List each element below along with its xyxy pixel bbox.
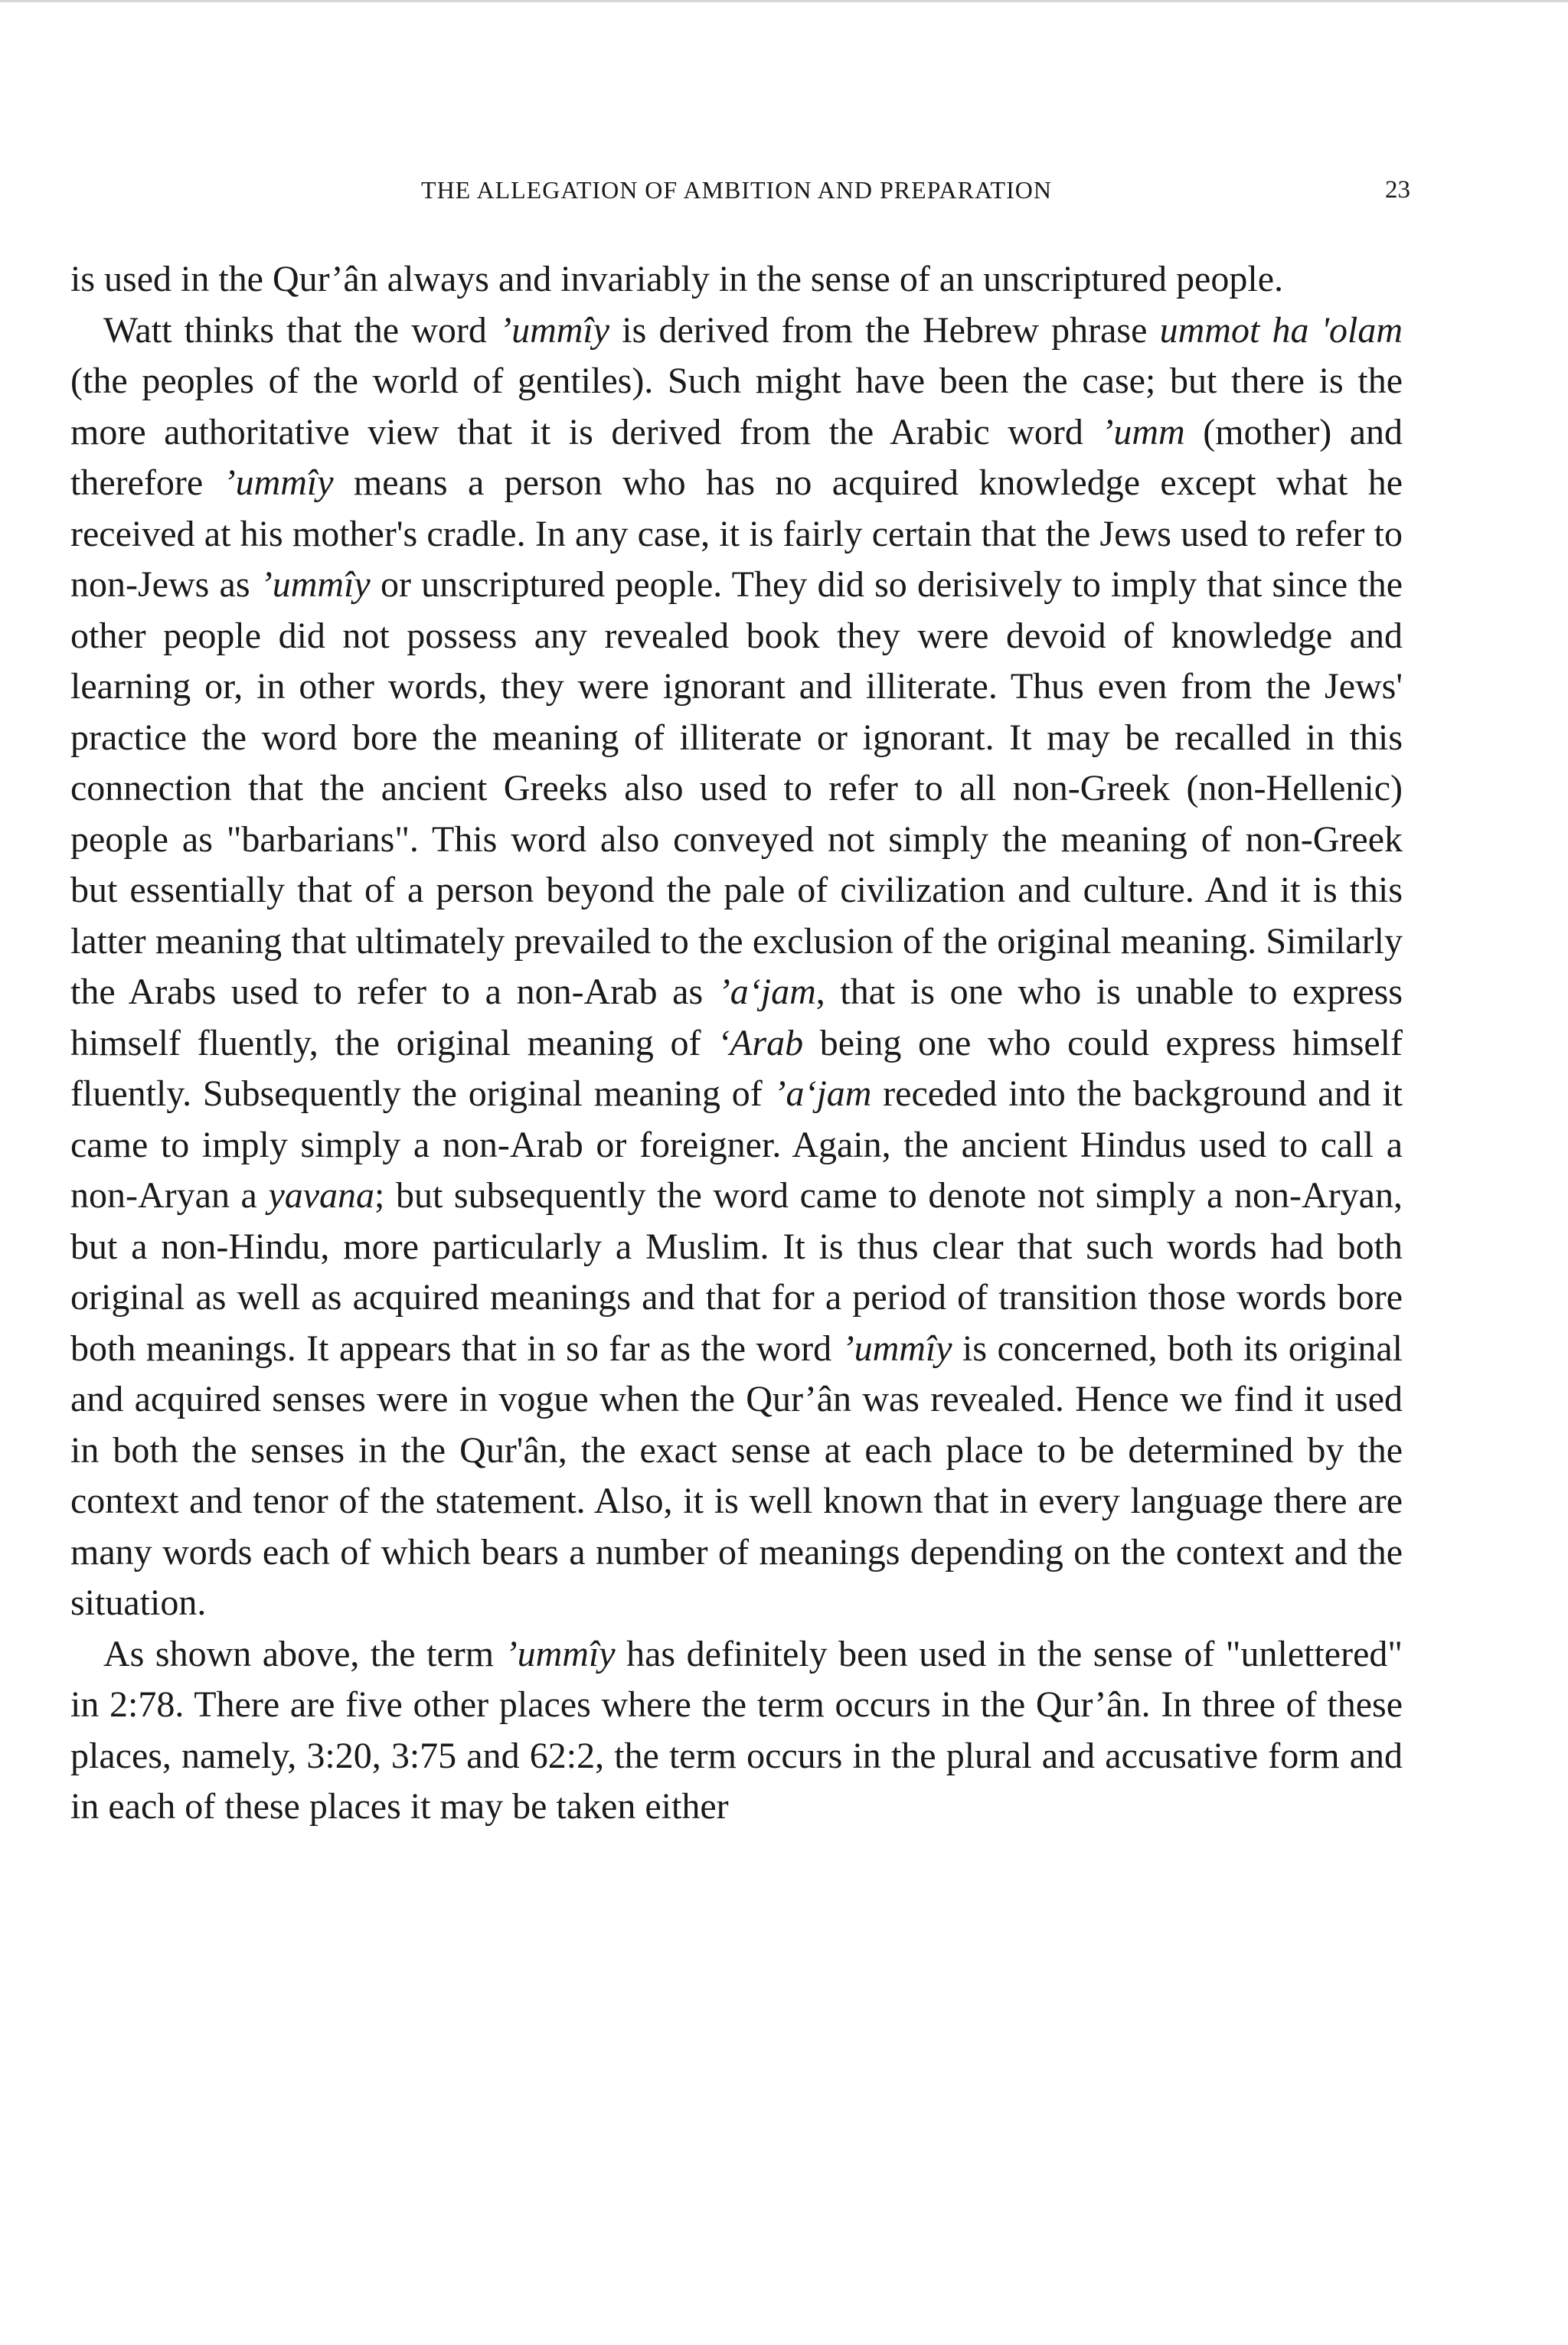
- text-run: As shown above, the term: [103, 1633, 505, 1674]
- text-run: being one who could express himself fluently. Subsequently the original meaning of: [70, 1022, 1403, 1114]
- italic-term: ’ummîy: [505, 1633, 616, 1674]
- text-run: is concerned, both its original and acquired senses were in vogue when the Qur’ân was revealed. Hence we find it used in both the senses in the Qur'ân, the exact sense at each place to be determined by the context and tenor of the statement. Also, it is well known that in every language there are many words each of which bears a number of meanings depending on the context and the situation.: [70, 1328, 1403, 1623]
- italic-term: ’ummîy: [223, 462, 334, 503]
- italic-term: ’ummîy: [841, 1328, 952, 1369]
- italic-term: yavana: [268, 1175, 375, 1216]
- text-run: or unscriptured people. They did so derisively to imply that since the other people did not possess any revealed book they were devoid of knowledge and learning or, in other words, they were ignorant and illiterate. Thus even from the Jews' practice the word bore the meaning of illiterate or ignorant. It may be recalled in this connection that the ancient Greeks also used to refer to all non-Greek (non-Hellenic) people as "barbarians". This word also conveyed not simply the meaning of non-Greek but essentially that of a person beyond the pale of civilization and culture. And it is this latter meaning that ultimately prevailed to the exclusion of the original meaning. Similarly the Arabs used to refer to a non-Arab as: [70, 564, 1403, 1012]
- italic-term: ’ummîy: [260, 564, 371, 605]
- italic-term: ’a‘jam: [717, 972, 816, 1012]
- italic-term: ’a‘jam: [773, 1073, 872, 1114]
- page-number: 23: [1385, 176, 1410, 204]
- paragraph: [70, 254, 1403, 305]
- text-run: means a person who has no acquired knowledge except what he received at his mother's cradle. In any case, it is fairly certain that the Jews used to refer to non-Jews as: [70, 462, 1403, 605]
- text-run: (mother) and therefore: [70, 411, 1403, 503]
- body-text: [70, 254, 1403, 1833]
- italic-term: ’ummîy: [499, 309, 610, 351]
- italic-term: ummot ha 'olam: [1159, 309, 1403, 351]
- book-page: [70, 176, 1410, 1833]
- paragraph: [70, 305, 1403, 1629]
- italic-term: ‘Arab: [717, 1022, 804, 1063]
- text-run: is used in the Qur’ân always and invariably in the sense of an unscriptured people.: [70, 259, 1283, 299]
- running-title: THE ALLEGATION OF AMBITION AND PREPARATION: [421, 176, 1052, 204]
- text-run: is derived from the Hebrew phrase: [609, 309, 1160, 351]
- text-run: ; but subsequently the word came to denote not simply a non-Aryan, but a non-Hindu, more particularly a Muslim. It is thus clear that such words had both original as well as acquired meanings and that for a period of transition those words bore both meanings. It appears that in so far as the word: [70, 1175, 1403, 1369]
- paragraph: [70, 1629, 1403, 1833]
- text-run: (the peoples of the world of gentiles). Such might have been the case; but there is the more authoritative view that it is derived from the Arabic word: [70, 361, 1403, 452]
- text-run: , that is one who is unable to express himself fluently, the original meaning of: [70, 972, 1403, 1063]
- text-run: Watt thinks that the word: [103, 309, 500, 351]
- running-head: [70, 176, 1410, 207]
- top-edge-rule: [0, 0, 1568, 2]
- italic-term: ’umm: [1101, 411, 1185, 452]
- text-run: receded into the background and it came to imply simply a non-Arab or foreigner. Again, the ancient Hindus used to call a non-Aryan a: [70, 1073, 1403, 1216]
- text-run: has definitely been used in the sense of "unlettered" in 2:78. There are five other places where the term occurs in the Qur’ân. In three of these places, namely, 3:20, 3:75 and 62:2, the term occurs in the plural and accusative form and in each of these places it may be taken either: [70, 1633, 1403, 1827]
